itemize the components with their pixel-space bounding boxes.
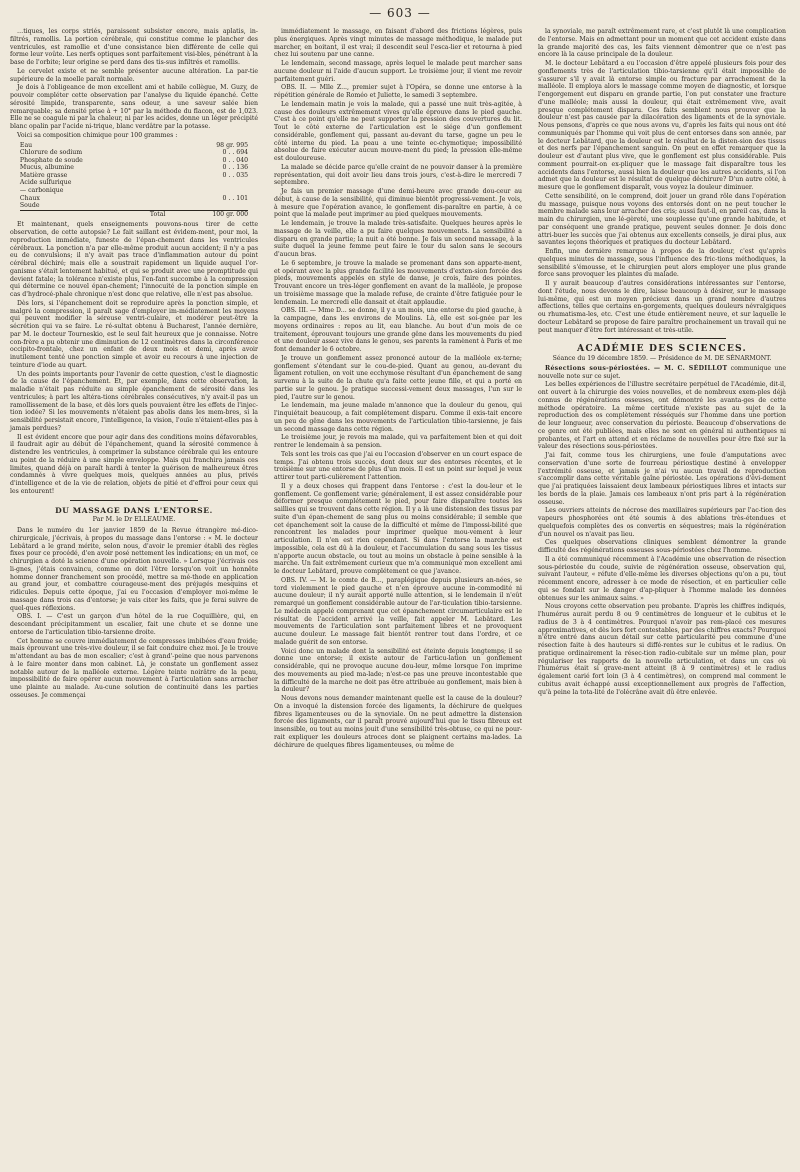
paragraph: J'ai fait, comme tous les chirurgiens, une foule d'amputations avec conservation d'une sorte de fourreau périostique destiné à envelopper l'extrémité osseuse, et jamais je n'ai vu aucun travail de reproduction s'accomplir dans cette véritable gaîne périostée. Les opérations d'évi-dement que j'ai pratiquées laissaient deux lambeaux périostiques libres et intacts sur les bords de la plaie. Jamais ces lambeaux n'ont pris part à la régénération osseuse. (538, 452, 786, 506)
component-value: 0 . . 694 (222, 149, 249, 157)
total-value: 100 gr. 000 (165, 210, 248, 218)
column-right-intro (538, 28, 786, 334)
component-label: Soude (19, 202, 40, 210)
paragraph: Dans le numéro du 1er janvier 1859 de la Revue étrangère mé-dico-chirurgicale, j'écrivais, à propos du massage dans l'entorse : « M. le docteur Lebâtard a le grand mérite, selon nous, d'avoir le premier établi des règles fixes pour ce procédé, d'en avoir posé nettement les indications; en un mot, ce chirurgien a doté la science d'une opération nouvelle. » Lorsque j'écrivais ces li-gnes, j'étais convaincu, comme on doit l'être lorsqu'on voit un honnête homme donner franchement son procédé, mettre sa mé-thode en application au grand jour, et combattre courageuse-ment des préjugés mesquins et ridicules. Depuis cette époque, j'ai eu l'occasion d'employer moi-même le massage dans trois cas d'entorse; je vais citer les faits, que je ferai suivre de quel-ques réflexions. (10, 527, 258, 612)
paragraph: M. le docteur Lebâtard a eu l'occasion d'être appelé plusieurs fois pour des gonflements très de l'articulation tibio-tarsienne qu'il était impossible de s'assurer s'il y avait là entorse simple ou fracture par arrachement de la malléole. Il employa alors le massage comme moyen de diagnostic, et lorsque l'engorgement eut disparu en grande partie, l'on put constater une fracture d'une malléole; mais aussi la douleur, qui était extrêmement vive, avait presque complétement disparu. Ces faits semblent nous prouver que la douleur n'est pas causée par la dilacération des ligaments et de la synoviale. Nous pensons, d'après ce que nous avons vu, d'après les faits qui nous ont été communiqués par l'homme qui voit plus de cent entorses dans son année, par le docteur Lebâtard, que la douleur est le résultat de la disten-sion des tissus et des nerfs par l'épanchement sanguin. On peut en effet remarquer que la douleur est d'autant plus vive, que le gonflement est plus considérable. Puis comment pourrait-on ex-pliquer que le massage fait disparaître tous les accidents dans l'entorse, aussi bien la douleur que les autres accidents, si l'on admet que la douleur est le résultat de quelque déchirure? D'un autre côté, à mesure que le gonflement disparaît, vous voyez la douleur diminuer. (538, 60, 786, 191)
component-value (165, 187, 248, 195)
paragraph: Nous devons nous demander maintenant quelle est la cause de la douleur? On a invoqué la distension forcée des ligaments, la déchirure de quelques fibres ligamenteuses ou de la synoviale. On ne peut admettre la distension forcée des ligaments, car il paraît prouvé aujourd'hui que le tissu fibreux est insensible, ou tout au moins jouit d'une sensibilité très-obtuse, ce qui ne pour-rait expliquer les douleurs atroces dont se plaignent certains ma-lades. La déchirure de quelques fibres ligamenteuses, ou même de (274, 695, 522, 749)
paragraph: Le lendemain, ma jeune malade m'annonce que la douleur du genou, qui l'inquiétait beaucoup, a fait complétement disparu. Comme il exis-tait encore un peu de gêne dans les mouvements de l'articulation tibio-tarsienne, je fais un second massage dans cette région. (274, 402, 522, 433)
column-left (10, 28, 258, 701)
article-title: DU MASSAGE DANS L'ENTORSE. (55, 505, 213, 515)
academy-report-body (538, 381, 786, 696)
component-value (165, 179, 248, 187)
paragraph: Je trouve un gonflement assez prononcé autour de la malléole ex-terne; gonflement s'étendant sur le cou-de-pied. Quant au genou, au-devant du ligament rotulien, on voit une ecchymose résultant d'un épanchement de sang survenu à la suite de la chute qu'a faite cette jeune fille, et qui a porté en partie sur le genou. Je pratique successi-vement deux massages, l'un sur le pied, l'autre sur le genou. (274, 354, 522, 401)
paragraph: Cette sensibilité, on le comprend, doit jouer un grand rôle dans l'opération du massage, puisque nous voyons des entorsés dont on ne peut toucher le membre malade sans leur arracher des cris; aussi faut-il, en pareil cas, dans la main du chirurgien, une lé-gèreté, une souplesse qu'une grande habitude, et par conséquent une grande pratique, peuvent seules donner. Je dois donc attri-buer les succès que j'ai obtenus aux excellents conseils, je dirai plus, aux savantes leçons théoriques et pratiques du docteur Lebâtard. (538, 192, 786, 247)
paragraph: Les belles expériences de l'illustre secrétaire perpétuel de l'Académie, dit-il, ont ouvert à la chirurgie des voies nouvelles, et de nombreux exem-ples déjà connus de régénérations osseuses, ont démontré les avanta-ges de cette méthode opératoire. La même certitude n'existe pas au sujet de la reproduction des os complètement résséqués sur l'homme dans une portion de leur longueur, avec conservation du périoste. Beaucoup d'observations de ce genre ont été publiées, mais elles ne sont en général ni authentiques ni probantes, et l'art en attend et en réclame de nouvelles pour être fixé sur la valeur des résections sous-périostées. (538, 381, 786, 451)
paragraph: Il a été communiqué récemment à l'Académie une observation de résection sous-périostée du coude, suivie de régénération osseuse, observation qui, suivant l'auteur, « réfute d'elle-même les diverses objections qu'on a pu, tout récemment encore, adresser à ce mode de résection, et en particulier celle qui se fondait sur le danger d'ap-pliquer à l'homme malade les données obtenues sur les animaux sains. » (538, 555, 786, 602)
paragraph: Le lendemain matin je vois la malade, qui a passé une nuit très-agitée, à cause des douleurs extrêmement vives qu'elle éprouve dans le pied gauche. C'est à ce point qu'elle ne peut supporter la pression des couvertures du lit. Tout le côté externe de l'articulation est le siége d'un gonflement considérable, gonflement qui, passant au-devant du tarse, gagne un peu le côté interne du pied. La peau a une teinte ec-chymotique; impossibilité absolue de faire exécuter aucun mouve-ment du pied; la pression elle-même est douloureuse. (274, 100, 522, 162)
paragraph: immédiatement le massage, en faisant d'abord des frictions légères, puis plus énergiques. Après vingt minutes de massage méthodique, le malade put marcher, en boitant, il est vrai; il descendit seul l'esca-lier et retourna à pied chez lui soutenu par une canne. (274, 28, 522, 59)
component-label: Matière grasse (19, 171, 68, 179)
article-body (10, 527, 258, 700)
paragraph: Ces quelques observations cliniques semblent démontrer la grande difficulté des régénérations osseuses sous-périostées chez l'homme. (538, 539, 786, 554)
column-middle (274, 28, 522, 750)
paragraph: Et maintenant, quels enseignements pouvons-nous tirer de cette observation, de cette autopsie? Le fait saillant est évidem-ment, pour moi, la reproduction immédiate, funeste de l'épan-chement dans les ventricules cérébraux. La ponction n'a par elle-même produit aucun accident; il n'y a pas eu de convulsions; il n'y avait pas trace d'inflammation autour du point cérébral déchiré; mais elle a soustrait rapidement un liquide auquel l'or-ganisme s'était lentement habitué, et qui se produit avec une promptitude qui devient fatale; la tolérance n'existe plus, l'en-fant succombe à la compression qui détermine ce nouvel épan-chement; l'innocuité de la ponction simple en cas d'hydrocé-phale chronique n'est donc que relative, elle n'est pas absolue. (10, 221, 258, 299)
paragraph: Nous croyons cette observation peu probante. D'après les chiffres indiqués, l'humérus aurait perdu 8 ou 9 centimètres de longueur et le cubitus et le radius de 3 à 4 centimètres. Pourquoi n'avoir pas rem-placé ces mesures approximatives, et dès lors fort contestables, par des chiffres exacts? Pourquoi n'être entré dans aucun détail sur cette particularité peu commune d'une résection faite à des hauteurs si diffé-rentes sur le cubitus et le radius. On pratique ordinairement la résec-tion radio-cubitale sur un même plan, pour régulariser les rapports de la nouvelle articulation, et dans un cas où l'humérus était si grave-ment atteint (8 à 9 centimètres) et le radius également carié fort loin (3 à 4 centimètres), on comprend mal comment le cubitus avait échappé aussi exceptionnellement aux progrès de l'affection, qu'à peine la tota-lité de l'olécrâne avait dû être enlevée. (538, 603, 786, 696)
table-row (20, 195, 248, 203)
paragraph: …tiques, les corps striés, paraissent subsister encore, mais aplatis, in-filtrés, ramollis. La portion cérébrale, qui constitue comme le plancher des ventricules, est ramollie et d'une consistance bien différente de celle qui forme leur voûte. Les nerfs optiques sont parfaitement visi-bles, pénétrant à la base de l'orbite; leur origine se perd dans des tis-sus infiltrés et ramollis. (10, 28, 258, 66)
table-row (20, 149, 248, 157)
rubric-text: communique une nouvelle note sur ce sujet. (538, 364, 786, 380)
component-label: Mucus, albumine (19, 164, 74, 172)
table-row (20, 157, 248, 165)
paragraph: Cet homme se couvre immédiatement de compresses imbibées d'eau froide; mais éprouvant une très-vive douleur, il se fait conduire chez moi. Je le trouve m'attendant au bas de mon escalier; c'est à grand'-peine que nous parvenons à le faire monter dans mon cabinet. Là, je constate un gonflement assez notable autour de la malléole externe. Légère teinte noirâtre de la peau, impossibilité de faire opérer aucun mouvement à l'articulation sans arracher une plainte au malade. Au-cune solution de continuité dans les parties osseuses. Je commençai (10, 637, 258, 699)
session-line: Séance du 19 décembre 1859. — Présidence de M. DE SÉNARMONT. (552, 355, 772, 362)
paragraph: OBS. IV. — M. le comte de B..., paraplégique depuis plusieurs an-nées, se tord violemment le pied gauche et n'en éprouve aucune in-commodité ni aucune douleur; il n'y aurait apporté nulle attention, si le lendemain il n'eût remarqué un gonflement considérable autour de l'ar-ticulation tibio-tarsienne. Le médecin appelé comprenant que cet épanchement circumarticulaire est le résultat de l'accident arrivé la veille, fait appeler M. Lebâtard. Les mouvements de l'articulation sont parfaitement libres et ne provoquent aucune douleur. Le massage fait bientôt rentrer tout dans l'ordre, et ce malade guérit de son entorse. (274, 576, 522, 646)
table-row (20, 164, 248, 172)
paragraph: OBS. I. — C'est un garçon d'un hôtel de la rue Coquillière, qui, en descendant précipitamment un escalier, fait une chute et se donne une entorse de l'articulation tibio-tarsienne droite. (10, 613, 258, 636)
component-value: 0 . . 035 (222, 171, 249, 179)
component-label: Acide sulfurique (19, 179, 72, 187)
component-label: Chlorure de sodium (19, 149, 83, 157)
component-value (165, 202, 248, 210)
paragraph: Le lendemain, second massage, après lequel le malade peut marcher sans aucune douleur ni l'aide d'aucun support. Le troisième jour, il vient me revoir parfaitement guéri. (274, 60, 522, 83)
paragraph: Voici donc un malade dont la sensibilité est éteinte depuis longtemps; il se donne une entorse; il existe autour de l'articu-lation un gonflement considérable, qui ne provoque aucune dou-leur, même lorsque l'on imprime des mouvements au pied ma-lade; n'est-ce pas une preuve incontestable que la difficulté de la marche ne doit pas être attribuée au gonflement, mais bien à la douleur? (274, 647, 522, 694)
paragraph: Enfin, une dernière remarque à propos de la douleur, c'est qu'après quelques minutes de massage, sous l'influence des fric-tions méthodiques, la sensibilité s'émousse, et le chirurgien peut alors employer une plus grande force sans provoquer les plaintes du malade. (538, 248, 786, 279)
chemical-composition-table (20, 142, 248, 219)
table-row (20, 202, 248, 210)
paragraph: OBS. II. — Mlle Z..., premier sujet à l'Opéra, se donne une entorse à la répétition générale de Roméo et Juliette, le samedi 3 septembre. (274, 84, 522, 99)
paragraph: la synoviale, me paraît extrêmement rare, et c'est plutôt là une complication de l'entorse. Mais en admettant pour un moment que cet accident existe dans la grande majorité des cas, les faits viennent démontrer que ce n'est pas encore là la cause principale de la douleur. (538, 28, 786, 59)
table-row (20, 142, 248, 150)
component-value: 98 gr. 995 (216, 141, 249, 149)
section-divider (598, 338, 727, 339)
paragraph: Un des points importants pour l'avenir de cette question, c'est le diagnostic de la cause de l'épanchement. Et, par exemple, dans cette observation, la maladie n'était pas réduite au simple épanchement de sérosité dans les ventricules; à part les altéra-tions cérébrales consécutives, n'y avait-il pas un ramollissement de la base, et dès lors quels pouvaient être les effets de l'injec-tion iodée? Si les mouvements n'étaient pas abolis dans les mem-bres, si la sensibilité persistait encore, l'intelligence, la vision, l'ouïe n'étaient-elles pas à jamais perdues? (10, 370, 258, 432)
component-label: — carbonique (19, 187, 64, 195)
paragraph: Les ouvriers atteints de nécrose des maxillaires supérieurs par l'ac-tion des vapeurs phosphorées ont été soumis à des ablations très-étendues et quelquefois complètes des os convertis en séquestres; mais la régénération d'un nouvel os n'avait pas lieu. (538, 507, 786, 538)
component-label: Chaux (19, 194, 40, 202)
component-value: 0 . . 136 (222, 164, 249, 172)
paragraph: Il y a deux choses qui frappent dans l'entorse : c'est la dou-leur et le gonflement. Ce gonflement varie; généralement, il est assez considérable pour déformer presque complétement le pied, pour faire disparaître toutes les saillies qui se trouvent dans cette région. Il y a là une distension des tissus par suite d'un épan-chement de sang plus ou moins considérable; il semble que cet épanchement soit la cause de la difficulté et même de l'impossi-bilité que rencontrent les malades pour imprimer quelque mou-vement à leur articulation. Il n'en est rien cependant. Si dans l'entorse la marche est impossible, cela est dû à la douleur, et l'accumulation du sang sous les tissus n'apporte aucun obstacle, ou tout au moins un obstacle à peine sensible à la marche. Un fait extrêmement curieux que m'a communiqué mon excellent ami le docteur Lebâtard, prouve complétement ce que j'avance. (274, 482, 522, 575)
paragraph: Le troisième jour, je revois ma malade, qui va parfaitement bien et qui doit rentrer le lendemain à sa pension. (274, 434, 522, 449)
table-row (20, 172, 248, 180)
table-row (20, 179, 248, 187)
paragraph: La malade se décide parce qu'elle craint de ne pouvoir danser à la première représentation, qui doit avoir lieu dans trois jours, c'est-à-dire le mercredi 7 septembre. (274, 163, 522, 187)
academy-section-title: ACADÉMIE DES SCIENCES. (577, 343, 747, 355)
article-byline: Par M. le Dr ELLEAUME. (92, 515, 176, 524)
paragraph: Le 6 septembre, je trouve la malade se promenant dans son apparte-ment, et opérant avec la plus grande facilité les mouvements d'exten-sion forcée des pieds, mouvements appelés en style de danse, je crois, faire des pointes. Trouvant encore un très-léger gonflement en avant de la malléole, je propose un troisième massage que la malade refuse, de crainte d'être fatiguée pour le lendemain. Le mercredi elle dansait et était applaudie. (274, 259, 522, 306)
paragraph: Le lendemain, je trouve la malade très-satisfaite. Quelques heures après le massage de la veille, elle a pu faire quelques mouvements. La sensibilité a disparu en grande partie; la nuit a été bonne. Je fais un second massage, à la suite duquel la jeune femme peut faire le tour du salon sans le secours d'aucun bras. (274, 220, 522, 258)
paragraph: Le cervelet existe et ne semble présenter aucune altération. La par-tie supérieure de la moelle paraît normale. (10, 67, 258, 83)
paragraph: Il est évident encore que pour agir dans des conditions moins défavorables, il faudrait agir au début de l'épanchement, quand la sérosité commence à distendre les ventricules, à comprimer la substance cérébrale qui les entoure au point de la réduire à une simple enveloppe. Mais qui franchira jamais ces limites, quand déjà on paraît hardi à tenter la guérison de malheureux êtres condamnés à vivre quelques mois, quelques années au plus, privés d'intelligence et de la vie de relation, objets de pitié et d'effroi pour ceux qui les entourent! (10, 433, 258, 495)
paragraph: Tels sont les trois cas que j'ai eu l'occasion d'observer en un court espace de temps. J'ai obtenu trois succès, dont deux sur des entorses récentes, et le troisième sur une entorse de plus d'un mois. Il est un point sur lequel je veux attirer tout parti-culièrement l'attention. (274, 450, 523, 481)
column-middle-body (274, 28, 522, 749)
paragraph: Il y aurait beaucoup d'autres considérations intéressantes sur l'entorse, dont l'étude, nous devons le dire, laisse beaucoup à désirer, sur le massage lui-même, qui est un moyen précieux dans un grand nombre d'autres affections, telles que certains en-gorgements, quelques douleurs névralgiques ou rhumatisma-les, etc. C'est une étude entièrement neuve, et sur laquelle le docteur Lebâtard se propose de faire paraître prochainement un travail qui ne peut manquer d'être fort intéressant et très-utile. (538, 280, 786, 334)
rubric-heading: Résections sous-périostées. — M. C. SÉDILLOT (545, 364, 728, 372)
paragraph: Dès lors, si l'épanchement doit se reproduire après la ponction simple, et malgré la compression, il paraît sage d'employer im-médiatement les moyens qui peuvent modifier la séreuse ventri-culaire, et modérer peut-être la sécrétion qui va se faire. Le ré-sultat obtenu à Bucharest, l'année dernière, par M. le docteur Tourneskio, est le seul fait heureux que je connaisse. Notre con-frère a pu obtenir une diminution de 12 centimètres dans la circonférence occipito-frontale, chez un enfant de deux mois et demi, après avoir inutilement tenté une ponction simple et avoir eu recours à une injection de teinture d'iode au quart. (10, 299, 258, 369)
paragraph: Je fais un premier massage d'une demi-heure avec grande dou-ceur au début, à cause de la sensibilité, qui diminue bientôt progressi-vement. Je vois, à mesure que l'opération avance, le gonflement dis-paraître en partie, à ce point que la malade peut imprimer au pied quelques mouvements. (274, 188, 522, 219)
component-label: Phosphate de soude (19, 156, 83, 164)
column-left-intro (10, 28, 258, 140)
component-value: 0 . . 040 (222, 156, 249, 164)
table-row (20, 187, 248, 195)
component-label: Eau (19, 141, 33, 149)
column-right (538, 28, 786, 697)
table-total-row (20, 210, 248, 218)
paragraph: Voici sa composition chimique pour 100 grammes : (17, 131, 178, 139)
rubric-paragraph (538, 365, 786, 381)
component-value: 0 . . 101 (222, 194, 249, 202)
paragraph: OBS. III. — Mme D... se donne, il y a un mois, une entorse du pied gauche, à la campagne, dans les environs de Moulins. Là, elle est soi-gnée par les moyens ordinaires : repos au lit, eau blanche. Au bout d'un mois de ce traitement, éprouvant toujours une grande gêne dans les mouvements du pied et une douleur assez vive dans le genou, ses parents la ramènent à Paris et me font demander le 6 octobre. (274, 307, 522, 353)
page-number: — 603 — (369, 6, 431, 20)
paragraph: Je dois à l'obligeance de mon excellent ami et habile collègue, M. Guzy, de pouvoir compléter cette observation par l'analyse du liquide épanché. Cette sérosité limpide, transparente, sans odeur, a une saveur salée bien remarquable; sa densité prise à + 10° par la méthode du flacon, est de 1,023. Elle ne se coagule ni par la chaleur, ni par les acides, donne un léger précipité blanc opalin par l'acide ni-trique, blanc verdâtre par la potasse. (10, 84, 258, 130)
section-divider (70, 500, 199, 501)
total-label: Total (20, 210, 165, 218)
column-left-discussion (10, 221, 258, 495)
